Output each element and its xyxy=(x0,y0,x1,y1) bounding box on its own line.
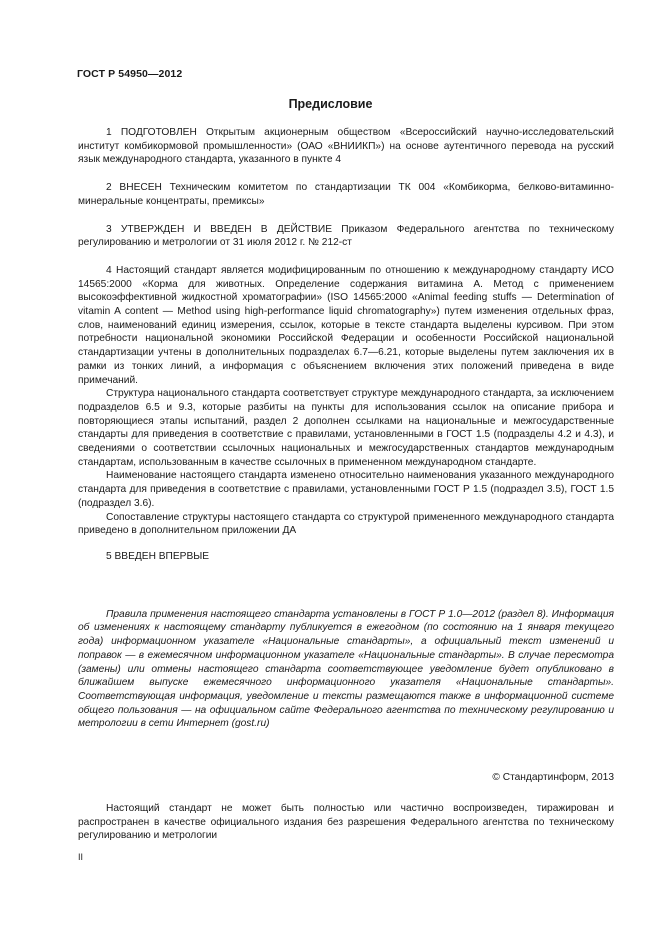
page-number: II xyxy=(78,852,84,862)
copyright-line: © Стандартинформ, 2013 xyxy=(492,772,614,783)
paragraph-introduced-by: 2 ВНЕСЕН Техническим комитетом по стандартизации ТК 004 «Комбикорма, белково-витаминно-минеральные концентраты, премиксы» xyxy=(78,182,614,207)
usage-rules-notice: Правила применения настоящего стандарта установлены в ГОСТ Р 1.0—2012 (раздел 8). Информация об изменениях к настоящему стандарту публикуется в ежегодном (по состоянию на 1 января текущего года) информационном указателе «Национальные стандарты», а официальный текст изменений и поправок — в ежемесячном информационном указателе «Национальные стандарты». В случае пересмотра (замены) или отмены настоящего стандарта соответствующее уведомление будет опубликовано в ближайшем выпуске ежемесячного информационного указателя «Национальные стандарты». Соответствующая информация, уведомление и тексты размещаются также в информационной системе общего пользования — на официальном сайте Федерального агентства по техническому регулированию и метрологии в сети Интернет (gost.ru) xyxy=(78,608,614,730)
paragraph-modified-standard: 4 Настоящий стандарт является модифицированным по отношению к международному стандарту ИСО 14565:2000 «Корма для животных. Определение содержания витамина А. Метод с применением высокоэффективной жидкостной хроматографии» (ISO 14565:2000 «Animal feeding stuffs — Determination of vitamin A content — Method using high-performance liquid chromatography») путем изменения отдельных фраз, слов, наименований единиц измерения, ссылок, которые в тексте стандарта выделены курсивом. При этом потребности национальной экономики Российской Федерации и особенности Российской национальной стандартизации учтены в дополнительных подразделах 6.7—6.21, которые выделены путем заключения их в рамки из тонких линий, а информация с объяснением включения этих положений приведена в виде примечаний. xyxy=(78,264,614,386)
paragraph-comparison: Сопоставление структуры настоящего стандарта со структурой примененного международного стандарта приведено в дополнительном приложении ДА xyxy=(78,511,614,537)
reproduction-notice-text: Настоящий стандарт не может быть полностью или частично воспроизведен, тиражирован и распространен в качестве официального издания без разрешения Федерального агентства по техническому регулированию и метрологии xyxy=(78,803,614,842)
paragraph-prepared-by: 1 ПОДГОТОВЛЕН Открытым акционерным обществом «Всероссийский научно-исследовательский институт комбикормовой промышленности» (ОАО «ВНИИКП») на основе аутентичного перевода на русский язык международного стандарта, указанного в пункте 4 xyxy=(78,127,614,166)
preface-body xyxy=(78,126,614,731)
standard-code-header: ГОСТ Р 54950—2012 xyxy=(77,68,183,80)
paragraph-approved: 3 УТВЕРЖДЕН И ВВЕДЕН В ДЕЙСТВИЕ Приказом Федерального агентства по техническому регулированию и метрологии от 31 июля 2012 г. № 212-ст xyxy=(78,223,614,249)
paragraph-name-change: Наименование настоящего стандарта изменено относительно наименования указанного международного стандарта для приведения в соответствие с правилами, установленными ГОСТ Р 1.5 (подраздел 3.5), ГОСТ 1.5 (подраздел 3.6). xyxy=(78,470,614,509)
reproduction-notice xyxy=(78,802,614,843)
paragraph-structure: Структура национального стандарта соответствует структуре международного стандарта, за исключением подразделов 6.5 и 9.3, которые разбиты на пункты для использования ссылок на описание прибора и повторяющиеся этапы испытаний, раздел 2 дополнен ссылками на национальные и межгосударственные стандарты для приведения в соответствие с правилами, установленными в ГОСТ 1.5 (подразделы 4.2 и 4.3), и сведениями о соответствии ссылочных национальных и межгосударственных стандартов международным стандартам, использованным в качестве ссылочных в примененном международном стандарте. xyxy=(78,388,614,468)
paragraph-first-introduced: 5 ВВЕДЕН ВПЕРВЫЕ xyxy=(106,550,210,562)
page-title: Предисловие xyxy=(288,97,373,111)
